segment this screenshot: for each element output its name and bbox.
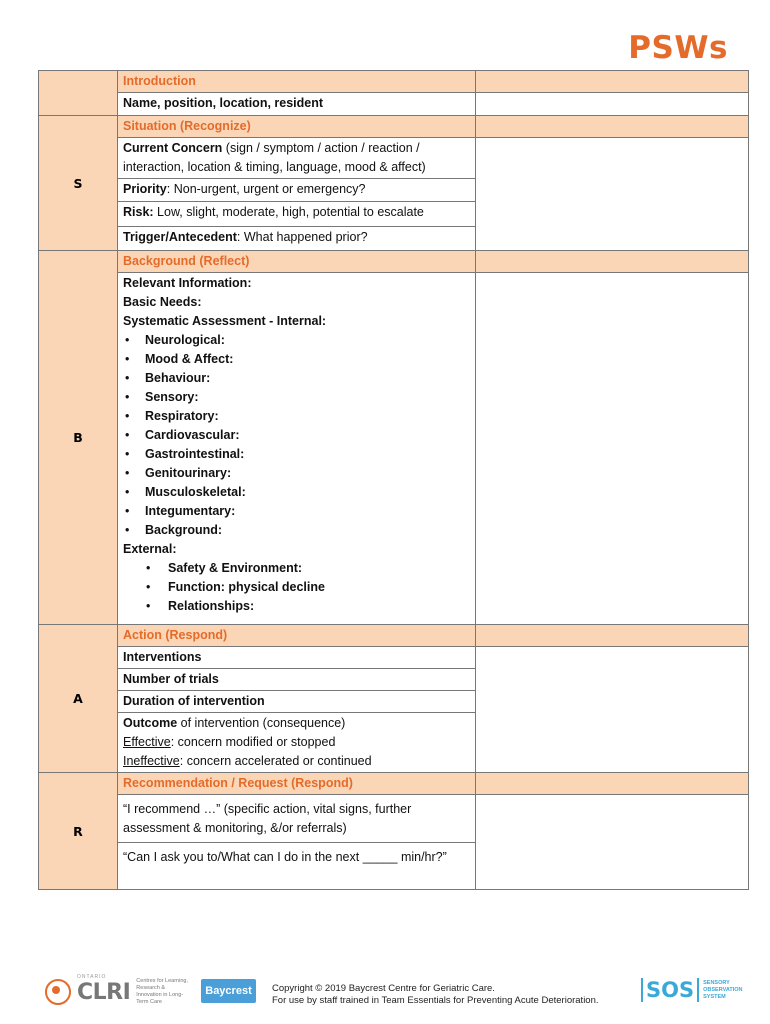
list-item: • Neurological: <box>145 331 470 350</box>
outcome-label: Outcome <box>123 716 178 730</box>
list-item: • Mood & Affect: <box>145 350 470 369</box>
list-item: • Behaviour: <box>145 369 470 388</box>
list-item: • Sensory: <box>145 388 470 407</box>
ineffective-label: Ineffective <box>123 754 180 768</box>
duration-row: Duration of intervention <box>118 691 476 713</box>
sos-subtitle: SENSORY OBSERVATION SYSTEM <box>703 979 743 1000</box>
sos-mark: SOS <box>641 978 699 1002</box>
background-header: Background (Reflect) <box>118 251 476 273</box>
clri-subtitle: Centres for Learning, Research & Innovation in Long-Term Care <box>136 978 188 1005</box>
priority-row <box>118 179 476 202</box>
intro-row-label: Name, position, location, resident <box>118 93 476 116</box>
copyright-notice <box>272 983 599 1007</box>
situation-header-response <box>476 116 749 138</box>
ineffective-text: : concern accelerated or continued <box>179 754 372 768</box>
current-concern-row <box>118 138 476 179</box>
background-content <box>118 273 476 625</box>
external-label: External: <box>123 542 177 556</box>
list-item: • Respiratory: <box>145 407 470 426</box>
usage-line: For use by staff trained in Team Essentials for Preventing Acute Deterioration. <box>272 995 599 1006</box>
situation-letter: S <box>39 116 118 251</box>
footer <box>0 970 770 1020</box>
baycrest-logo: Baycrest <box>201 979 256 1003</box>
list-item: • Function: physical decline <box>168 578 470 597</box>
background-response-field[interactable] <box>476 273 749 625</box>
internal-assessment-list <box>123 331 470 540</box>
external-assessment-list <box>123 559 470 616</box>
recommendation-header: Recommendation / Request (Respond) <box>118 773 476 795</box>
outcome-text: of intervention (consequence) <box>177 716 346 730</box>
background-header-response <box>476 251 749 273</box>
intro-response-field[interactable] <box>476 93 749 116</box>
recommendation-letter: R <box>39 773 118 890</box>
sos-logo <box>641 978 748 1002</box>
action-header: Action (Respond) <box>118 625 476 647</box>
systematic-assessment-label: Systematic Assessment - Internal: <box>123 314 327 328</box>
situation-response-field[interactable] <box>476 138 749 251</box>
list-item: • Cardiovascular: <box>145 426 470 445</box>
priority-text: : Non-urgent, urgent or emergency? <box>166 182 366 196</box>
list-item: • Safety & Environment: <box>168 559 470 578</box>
number-of-trials-row: Number of trials <box>118 669 476 691</box>
basic-needs-label: Basic Needs: <box>123 295 202 309</box>
action-letter: A <box>39 625 118 773</box>
priority-label: Priority <box>123 182 167 196</box>
action-response-field[interactable] <box>476 647 749 773</box>
background-letter: B <box>39 251 118 625</box>
list-item: • Relationships: <box>168 597 470 616</box>
clri-emblem-icon <box>45 979 71 1005</box>
risk-text: Low, slight, moderate, high, potential to escalate <box>153 205 424 219</box>
ask-row: “Can I ask you to/What can I do in the next _____ min/hr?” <box>118 843 476 890</box>
list-item: • Gastrointestinal: <box>145 445 470 464</box>
outcome-row <box>118 713 476 773</box>
situation-header: Situation (Recognize) <box>118 116 476 138</box>
intro-header: Introduction <box>118 71 476 93</box>
current-concern-text: (sign / symptom / action / reaction / interaction, location & timing, language, mood & affect) <box>123 141 426 174</box>
clri-logo <box>45 974 191 1006</box>
trigger-text: : What happened prior? <box>236 230 368 244</box>
effective-text: : concern modified or stopped <box>170 735 336 749</box>
trigger-row <box>118 227 476 251</box>
intro-header-response <box>476 71 749 93</box>
clri-name: CLRI <box>77 979 131 1005</box>
effective-label: Effective <box>123 735 171 749</box>
current-concern-label: Current Concern <box>123 141 223 155</box>
intro-letter-cell <box>39 71 118 116</box>
risk-row <box>118 202 476 227</box>
list-item: • Integumentary: <box>145 502 470 521</box>
relevant-info-label: Relevant Information: <box>123 276 252 290</box>
recommendation-header-response <box>476 773 749 795</box>
copyright-line: Copyright © 2019 Baycrest Centre for Geriatric Care. <box>272 983 495 994</box>
trigger-label: Trigger/Antecedent <box>123 230 237 244</box>
clri-top-label: ONTARIO <box>77 974 107 980</box>
page-title: PSWs <box>628 30 728 66</box>
recommendation-response-field[interactable] <box>476 795 749 890</box>
list-item: • Background: <box>145 521 470 540</box>
interventions-row: Interventions <box>118 647 476 669</box>
list-item: • Genitourinary: <box>145 464 470 483</box>
action-header-response <box>476 625 749 647</box>
sbar-table <box>38 70 749 890</box>
list-item: • Musculoskeletal: <box>145 483 470 502</box>
recommend-row: “I recommend …” (specific action, vital signs, further assessment & monitoring, &/or referrals) <box>118 795 476 843</box>
risk-label: Risk: <box>123 205 154 219</box>
